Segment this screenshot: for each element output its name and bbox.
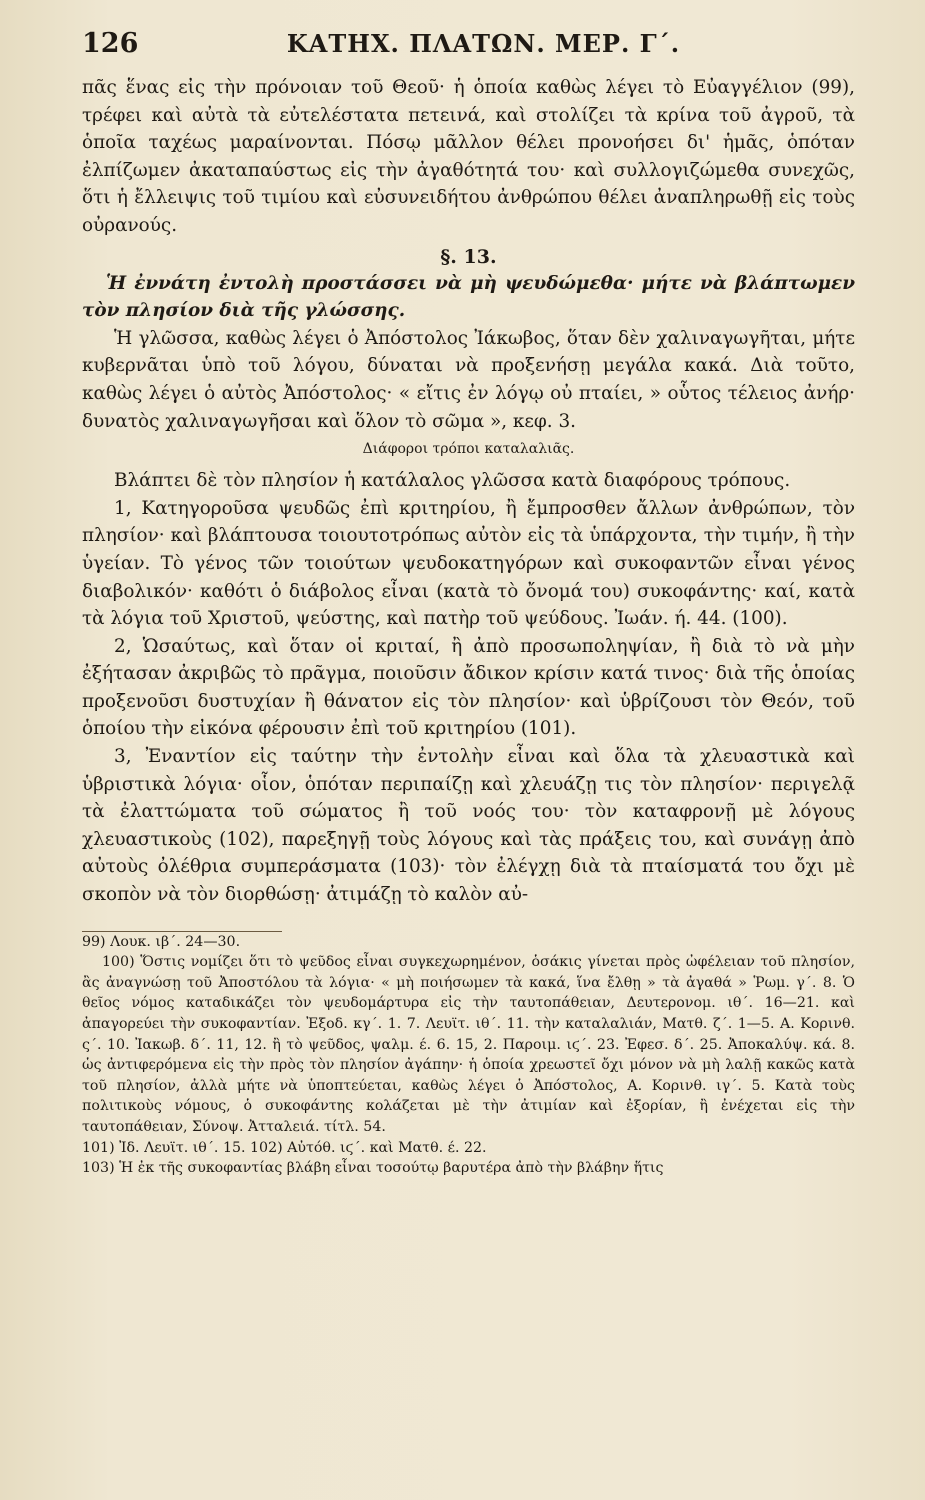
- list-item-3: 3, Ἐναντίον εἰς ταύτην τὴν ἐντολὴν εἶναι καὶ ὅλα τὰ χλευαστικὰ καὶ ὑβριστικὰ λόγια· οἷον, ὁπόταν περιπαίζῃ καὶ χλευάζῃ τις τὸν πλησίον· περιγελᾷ τὰ ἐλαττώματα τοῦ σώματος ἢ τοῦ νοός του· τὸν καταφρονῇ μὲ λόγους χλευαστικοὺς (102), παρεξηγῇ τοὺς λόγους καὶ τὰς πράξεις του, καὶ συνάγῃ ἀπὸ αὐτοὺς ὀλέθρια συμπεράσματα (103)· τὸν ἐλέγχῃ διὰ τὰ πταίσματά του ὄχι μὲ σκοπὸν νὰ τὸν διορθώσῃ· ἀτιμάζῃ τὸ καλὸν αὐ-: [82, 746, 855, 906]
- footnote-103: 103) Ἡ ἐκ τῆς συκοφαντίας βλάβη εἶναι τοσούτῳ βαρυτέρα ἀπὸ τὴν βλάβην ἥτις: [82, 1160, 664, 1177]
- footnote-100: 100) Ὅστις νομίζει ὅτι τὸ ψεῦδος εἶναι συγκεχωρημένον, ὁσάκις γίνεται πρὸς ὠφέλειαν τοῦ πλησίον, ἂς ἀναγνώσῃ τοῦ Ἀποστόλου τὰ λόγια· « μὴ ποιήσωμεν τὰ κακά, ἵνα ἔλθῃ » τὰ ἀγαθά » Ῥωμ. γ΄. 8. Ὁ θεῖος νόμος καταδικάζει τὸν ψευδομάρτυρα εἰς τὴν ταυτοπάθειαν, Δευτερονομ. ιθ΄. 16—21. καὶ ἀπαγορεύει τὴν συκοφαντίαν. Ἐξοδ. κγ΄. 1. 7. Λευϊτ. ιθ΄. 11. τὴν καταλαλιάν, Ματθ. ζ΄. 1—5. Α. Κορινθ. ς΄. 10. Ἰακωβ. δ΄. 11, 12. ἢ τὸ ψεῦδος, ψαλμ. έ. 6. 15, 2. Παροιμ. ιϛ΄. 23. Ἐφεσ. δ΄. 25. Ἀποκαλύψ. κά. 8. ὡς ἀντιφερόμενα εἰς τὴν πρὸς τὸν πλησίον ἀγάπην· ἡ ὁποία χρεωστεῖ ὄχι μόνον νὰ μὴ λαλῇ κακῶς κατὰ τοῦ πλησίον, ἀλλὰ μήτε νὰ ὑποπτεύεται, καθὼς λέγει ὁ Ἀπόστολος, Α. Κορινθ. ιγ΄. 5. Κατὰ τοὺς πολιτικοὺς νόμους, ὁ συκοφάντης κολάζεται μὲ τὴν ἀτιμίαν καὶ ἐξορίαν, ἢ ἐνέχεται εἰς τὴν ταυτοπάθειαν, Σύνοψ. Ἀτταλειά. τίτλ. 54.: [82, 954, 855, 1135]
- footnote-99: 99) Λουκ. ιβ΄. 24—30.: [82, 933, 241, 950]
- intro-paragraph: πᾶς ἕνας εἰς τὴν πρόνοιαν τοῦ Θεοῦ· ἡ ὁποία καθὼς λέγει τὸ Εὐαγγέλιον (99), τρέφει καὶ αὐτὰ τὰ εὐτελέστατα πετεινά, καὶ στολίζει τὰ κρίνα τοῦ ἀγροῦ, τὰ ὁποῖα ταχέως μαραίνονται. Πόσῳ μᾶλλον θέλει προνοήσει δι' ἡμᾶς, ὁπόταν ἐλπίζωμεν ἀκαταπαύστως εἰς τὴν ἀγαθότητά του· καὶ συλλογιζώμεθα συνεχῶς, ὅτι ἡ ἔλλειψις τοῦ τιμίου καὶ εὐσυνειδήτου ἀνθρώπου θέλει ἀναπληρωθῇ εἰς τοὺς οὐρανούς.: [82, 77, 855, 236]
- footnote-101-102: 101) Ἰδ. Λευϊτ. ιθ΄. 15. 102) Αὐτόθ. ιϛ΄. καὶ Ματθ. έ. 22.: [82, 1139, 487, 1156]
- running-title: ΚΑΤΗΧ. ΠΛΑΤΩΝ. ΜΕΡ. Γ΄.: [286, 29, 681, 58]
- main-text: [82, 74, 855, 909]
- ways-paragraph: Βλάπτει δὲ τὸν πλησίον ἡ κατάλαλος γλῶσσα κατὰ διαφόρους τρόπους.: [114, 470, 791, 492]
- section-number: §. 13.: [440, 245, 497, 268]
- page-header: [82, 28, 855, 74]
- section-heading: Ἡ ἐννάτη ἐντολὴ προστάσσει νὰ μὴ ψευδώμεθα· μήτε νὰ βλάπτωμεν τὸν πλησίον διὰ τῆς γλώσσης.: [82, 272, 855, 322]
- page-number: 126: [82, 28, 139, 59]
- list-item-1: 1, Κατηγοροῦσα ψευδῶς ἐπὶ κριτηρίου, ἢ ἔμπροσθεν ἄλλων ἀνθρώπων, τὸν πλησίον· καὶ βλάπτουσα τοιουτοτρόπως αὐτὸν εἰς τὰ ὑπάρχοντα, τὴν τιμήν, ἢ τὴν ὑγείαν. Τὸ γένος τῶν τοιούτων ψευδοκατηγόρων καὶ συκοφαντῶν εἶναι γένος διαβολικόν· καθότι ὁ διάβολος εἶναι (κατὰ τὸ ὄνομά του) συκοφάντης· καί, κατὰ τὰ λόγια τοῦ Χριστοῦ, ψεύστης, καὶ πατὴρ τοῦ ψεύδους. Ἰωάν. ή. 44. (100).: [82, 497, 855, 630]
- footnotes: [82, 932, 855, 1179]
- tongue-paragraph: Ἡ γλῶσσα, καθὼς λέγει ὁ Ἀπόστολος Ἰάκωβος, ὅταν δὲν χαλιναγωγῆται, μήτε κυβερνᾶται ὑπὸ τοῦ λόγου, δύναται νὰ προξενήσῃ μεγάλα κακά. Διὰ τοῦτο, καθὼς λέγει ὁ αὐτὸς Ἀπόστολος· « εἴτις ἐν λόγῳ οὐ πταίει, » οὗτος τέλειος ἀνήρ· δυνατὸς χαλιναγωγῆσαι καὶ ὅλον τὸ σῶμα », κεφ. 3.: [82, 327, 855, 432]
- subheading: Διάφοροι τρόποι καταλαλιᾶς.: [362, 441, 575, 458]
- list-item-2: 2, Ὡσαύτως, καὶ ὅταν οἱ κριταί, ἢ ἀπὸ προσωποληψίαν, ἢ διὰ τὸ νὰ μὴν ἐξήτασαν ἀκριβῶς τὸ πρᾶγμα, ποιοῦσιν ἄδικον κρίσιν κατά τινος· διὰ τῆς ὁποίας προξενοῦσι δυστυχίαν ἢ θάνατον εἰς τὸν πλησίον· καὶ ὑβρίζουσι τὸν Θεόν, τοῦ ὁποίου τὴν εἰκόνα φέρουσιν ἐπὶ τοῦ κριτηρίου (101).: [82, 635, 855, 740]
